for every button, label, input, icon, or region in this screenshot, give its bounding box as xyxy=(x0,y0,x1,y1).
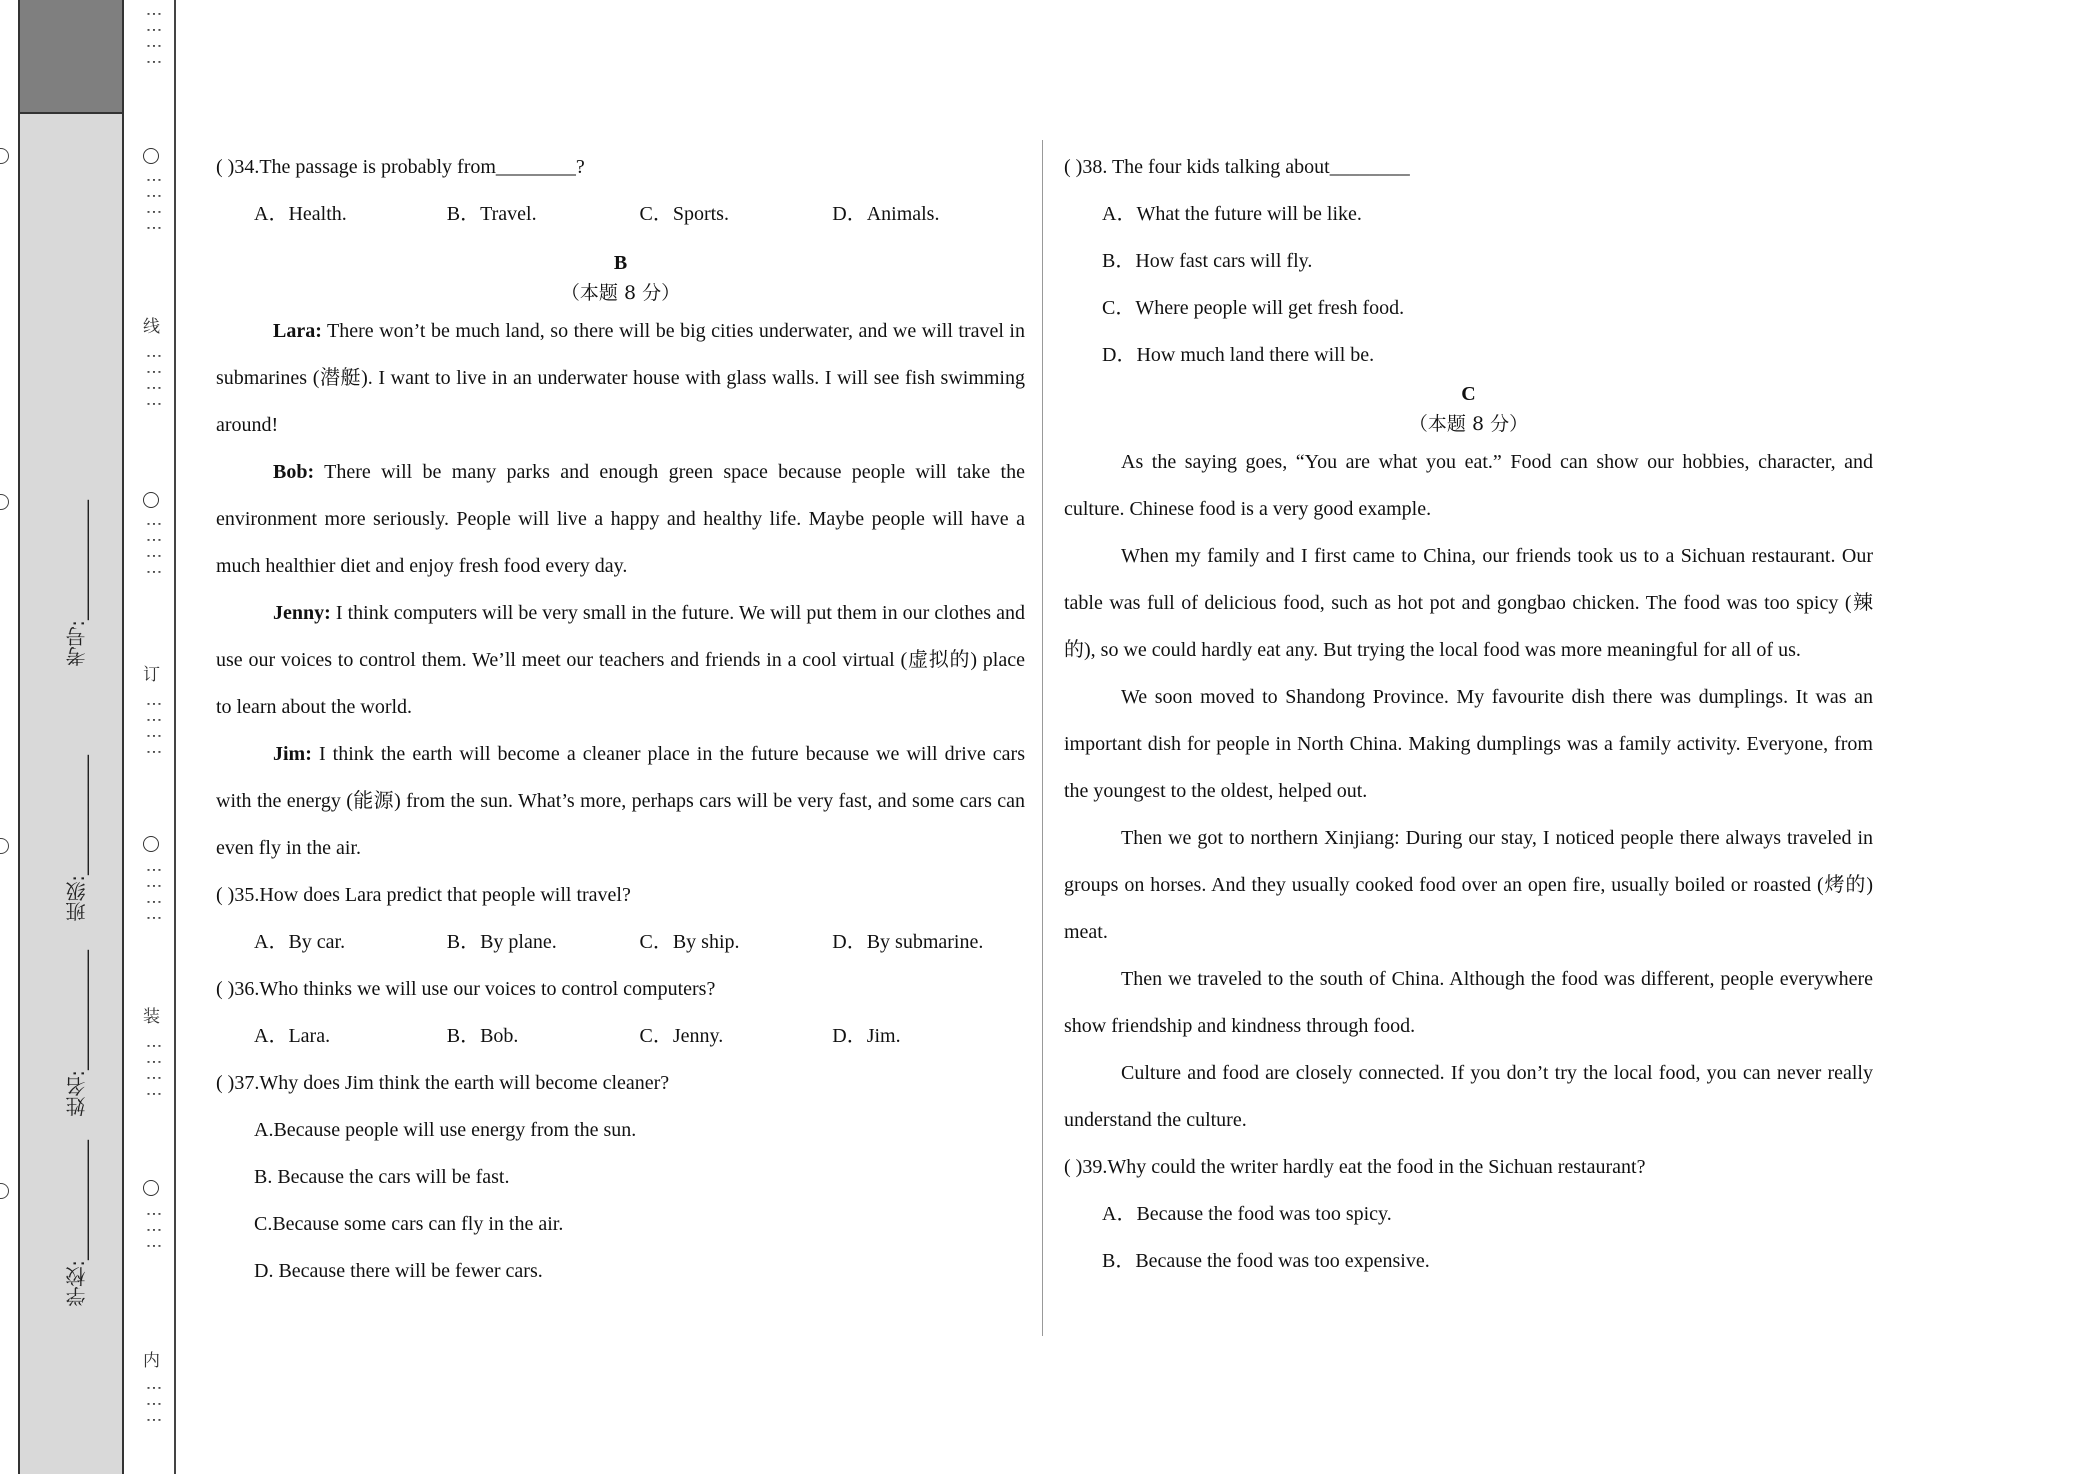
dotted-line: ⋮⋮⋮⋮ xyxy=(145,862,164,926)
left-column xyxy=(216,144,1025,1295)
section-b-points: （本题 8 分） xyxy=(560,282,681,304)
exam-number-label: 考号:____________ xyxy=(65,500,89,667)
option[interactable]: A.Because people will use energy from the sun. xyxy=(254,1119,637,1141)
passage-paragraph: Bob: There will be many parks and enough green space because people will take the environment more seriously. People will live a happy and healthy life. Maybe people will have a much healthier diet and enjoy fresh food every day. xyxy=(216,461,1025,577)
question-34 xyxy=(216,144,1025,238)
binding-char-xian: 线 xyxy=(143,317,160,337)
passage-paragraph: Jim: I think the earth will become a cleaner place in the future because we will drive cars with the energy (能源) from the sun. What’s more, perhaps cars will be very fast, and some cars can even fly in the air. xyxy=(216,743,1025,859)
options xyxy=(216,919,1025,966)
option[interactable]: B．Because the food was too expensive. xyxy=(1102,1250,1430,1272)
dotted-line: ⋮⋮⋮⋮ xyxy=(145,6,164,70)
passage-paragraph: Then we traveled to the south of China. Although the food was different, people everywhere show friendship and kindness through food. xyxy=(1064,968,1873,1037)
question-stem: ( )36.Who thinks we will use our voices to control computers? xyxy=(216,978,716,1000)
name-label: 姓名:____________ xyxy=(65,950,89,1117)
right-column xyxy=(1064,144,1873,1285)
dotted-line: ⋮⋮⋮⋮ xyxy=(145,348,164,412)
question-stem: ( )38. The four kids talking about________ xyxy=(1064,156,1410,178)
question-37 xyxy=(216,1060,1025,1295)
option[interactable]: D．Jim. xyxy=(832,1025,901,1047)
option[interactable]: C.Because some cars can fly in the air. xyxy=(254,1213,564,1235)
column-divider xyxy=(1042,140,1043,1336)
option[interactable]: C．By ship. xyxy=(639,931,740,953)
option[interactable]: D．By submarine. xyxy=(832,931,984,953)
school-label: 学校:____________ xyxy=(65,1140,89,1307)
binding-circle xyxy=(143,1180,159,1196)
dotted-line: ⋮⋮⋮⋮ xyxy=(145,1038,164,1102)
option[interactable]: C．Jenny. xyxy=(639,1025,724,1047)
punch-hole-mark xyxy=(0,838,9,854)
question-38 xyxy=(1064,144,1873,379)
passage-paragraph: When my family and I first came to China, our friends took us to a Sichuan restaurant. Our table was full of delicious food, such as hot pot and gongbao chicken. The food was too spicy (辣的), so we could hardly eat any. But trying the local food was more meaningful for all of us. xyxy=(1064,545,1873,661)
option[interactable]: C．Sports. xyxy=(639,203,729,225)
question-39 xyxy=(1064,1144,1873,1285)
question-35 xyxy=(216,872,1025,966)
passage-paragraph: As the saying goes, “You are what you eat.” Food can show our hobbies, character, and culture. Chinese food is a very good example. xyxy=(1064,451,1873,520)
option[interactable]: D. Because there will be fewer cars. xyxy=(254,1260,543,1282)
option[interactable]: B．By plane. xyxy=(446,931,557,953)
binding-circle xyxy=(143,148,159,164)
dotted-line: ⋮⋮⋮ xyxy=(145,1380,164,1428)
passage-paragraph: We soon moved to Shandong Province. My favourite dish there was dumplings. It was an important dish for people in North China. Making dumplings was a family activity. Everyone, from the youngest to the oldest, helped out. xyxy=(1064,686,1873,802)
options xyxy=(216,1013,1025,1060)
dotted-line: ⋮⋮⋮⋮ xyxy=(145,516,164,580)
options xyxy=(216,191,1025,238)
option[interactable]: A．Lara. xyxy=(254,1025,331,1047)
option[interactable]: D．How much land there will be. xyxy=(1102,344,1375,366)
binding-strip-header xyxy=(18,0,124,114)
option[interactable]: A．Health. xyxy=(254,203,347,225)
punch-hole-mark xyxy=(0,148,9,164)
punch-hole-mark xyxy=(0,1183,9,1199)
punch-hole-mark xyxy=(0,494,9,510)
section-c-points: （本题 8 分） xyxy=(1408,413,1529,435)
question-36 xyxy=(216,966,1025,1060)
passage-paragraph: Then we got to northern Xinjiang: During our stay, I noticed people there always traveled in groups on horses. And they usually cooked food over an open fire, usually boiled or roasted (烤的) meat. xyxy=(1064,827,1873,943)
dotted-line: ⋮⋮⋮⋮ xyxy=(145,696,164,760)
option[interactable]: D．Animals. xyxy=(832,203,940,225)
question-stem: ( )35.How does Lara predict that people will travel? xyxy=(216,884,631,906)
option[interactable]: B．Bob. xyxy=(446,1025,519,1047)
option[interactable]: B. Because the cars will be fast. xyxy=(254,1166,510,1188)
dotted-line: ⋮⋮⋮⋮ xyxy=(145,172,164,236)
passage-paragraph: Jenny: I think computers will be very small in the future. We will put them in our clothes and use our voices to control them. We’ll meet our teachers and friends in a cool virtual (虚拟的) place to learn about the world. xyxy=(216,602,1025,718)
option[interactable]: C．Where people will get fresh food. xyxy=(1102,297,1405,319)
option[interactable]: A．By car. xyxy=(254,931,346,953)
passage-paragraph: Culture and food are closely connected. If you don’t try the local food, you can never really understand the culture. xyxy=(1064,1062,1873,1131)
binding-line xyxy=(174,0,176,1474)
question-stem: ( )37.Why does Jim think the earth will become cleaner? xyxy=(216,1072,670,1094)
option[interactable]: A．What the future will be like. xyxy=(1102,203,1362,225)
class-label: 班级:____________ xyxy=(65,755,89,922)
question-stem: ( )39.Why could the writer hardly eat the food in the Sichuan restaurant? xyxy=(1064,1156,1646,1178)
dotted-line: ⋮⋮⋮ xyxy=(145,1206,164,1254)
option[interactable]: B．Travel. xyxy=(446,203,537,225)
binding-circle xyxy=(143,836,159,852)
binding-char-nei: 内 xyxy=(143,1351,160,1371)
option[interactable]: B．How fast cars will fly. xyxy=(1102,250,1313,272)
section-c-title: C xyxy=(1461,383,1476,405)
binding-circle xyxy=(143,492,159,508)
passage-paragraph: Lara: There won’t be much land, so there will be big cities underwater, and we will travel in submarines (潜艇). I want to live in an underwater house with glass walls. I will see fish swimming around! xyxy=(216,320,1025,436)
binding-char-ding: 订 xyxy=(143,665,160,685)
section-b-title: B xyxy=(613,252,628,274)
binding-char-zhuang: 装 xyxy=(143,1007,160,1027)
option[interactable]: A．Because the food was too spicy. xyxy=(1102,1203,1392,1225)
question-stem: ( )34.The passage is probably from________? xyxy=(216,156,585,178)
